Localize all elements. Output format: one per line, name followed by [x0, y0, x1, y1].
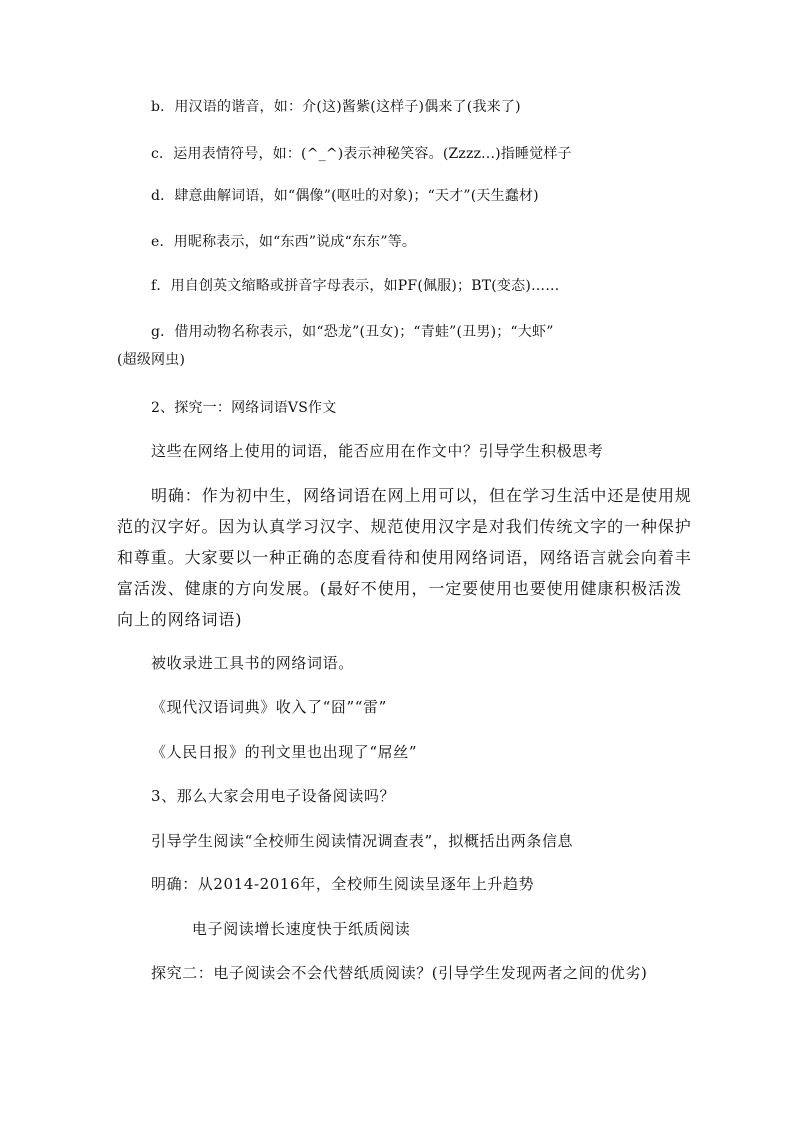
dictionary-example-1: 《现代汉语词典》收入了“囧”“雷” — [151, 698, 387, 716]
item-e-nicknames: e．用昵称表示，如“东西”说成“东东”等。 — [151, 234, 417, 250]
item-c-emoticons: c．运用表情符号，如：(^_^)表示神秘笑容。(Zzzz...)指睡觉样子 — [151, 146, 572, 162]
survey-conclusion-2: 电子阅读增长速度快于纸质阅读 — [192, 920, 411, 938]
clarification-line-1: 明确：作为初中生，网络词语在网上用可以，但在学习生活中还是使用规 — [151, 486, 692, 505]
section-heading-explore-2: 探究二：电子阅读会不会代替纸质阅读？(引导学生发现两者之间的优劣) — [151, 964, 648, 982]
item-g-continuation: (超级网虫) — [117, 352, 186, 368]
clarification-line-2: 范的汉字好。因为认真学习汉字、规范使用汉字是对我们传统文字的一种保护 — [117, 517, 692, 536]
clarification-line-4: 富活泼、健康的方向发展。(最好不使用，一定要使用也要使用健康积极活泼 — [117, 579, 682, 598]
item-f-abbreviations: f．用自创英文缩略或拼音字母表示，如PF(佩服)；BT(变态)…… — [151, 278, 560, 294]
clarification-line-3: 和尊重。大家要以一种正确的态度看待和使用网络词语，网络语言就会向着丰 — [117, 548, 692, 567]
section-heading-explore-1: 2、探究一：网络词语VS作文 — [151, 400, 337, 416]
section-heading-3: 3、那么大家会用电子设备阅读吗？ — [151, 787, 396, 805]
question-paragraph: 这些在网络上使用的词语，能否应用在作文中？引导学生积极思考 — [151, 442, 604, 460]
survey-guide: 引导学生阅读“全校师生阅读情况调查表”，拟概括出两条信息 — [151, 832, 574, 850]
item-g-animal-names: g．借用动物名称表示，如“恐龙”(丑女)；“青蛙”(丑男)；“大虾” — [151, 324, 554, 340]
item-b-homophones: b．用汉语的谐音，如：介(这)酱紫(这样子)偶来了(我来了) — [151, 99, 521, 115]
item-d-distorted-words: d．肆意曲解词语，如“偶像”(呕吐的对象)；“天才”(天生蠢材) — [151, 188, 539, 204]
clarification-line-5: 向上的网络词语) — [117, 610, 243, 629]
dictionary-words-intro: 被收录进工具书的网络词语。 — [151, 654, 354, 672]
survey-conclusion-1: 明确：从2014-2016年，全校师生阅读呈逐年上升趋势 — [151, 875, 535, 893]
dictionary-example-2: 《人民日报》的刊文里也出现了“屌丝” — [151, 743, 418, 761]
